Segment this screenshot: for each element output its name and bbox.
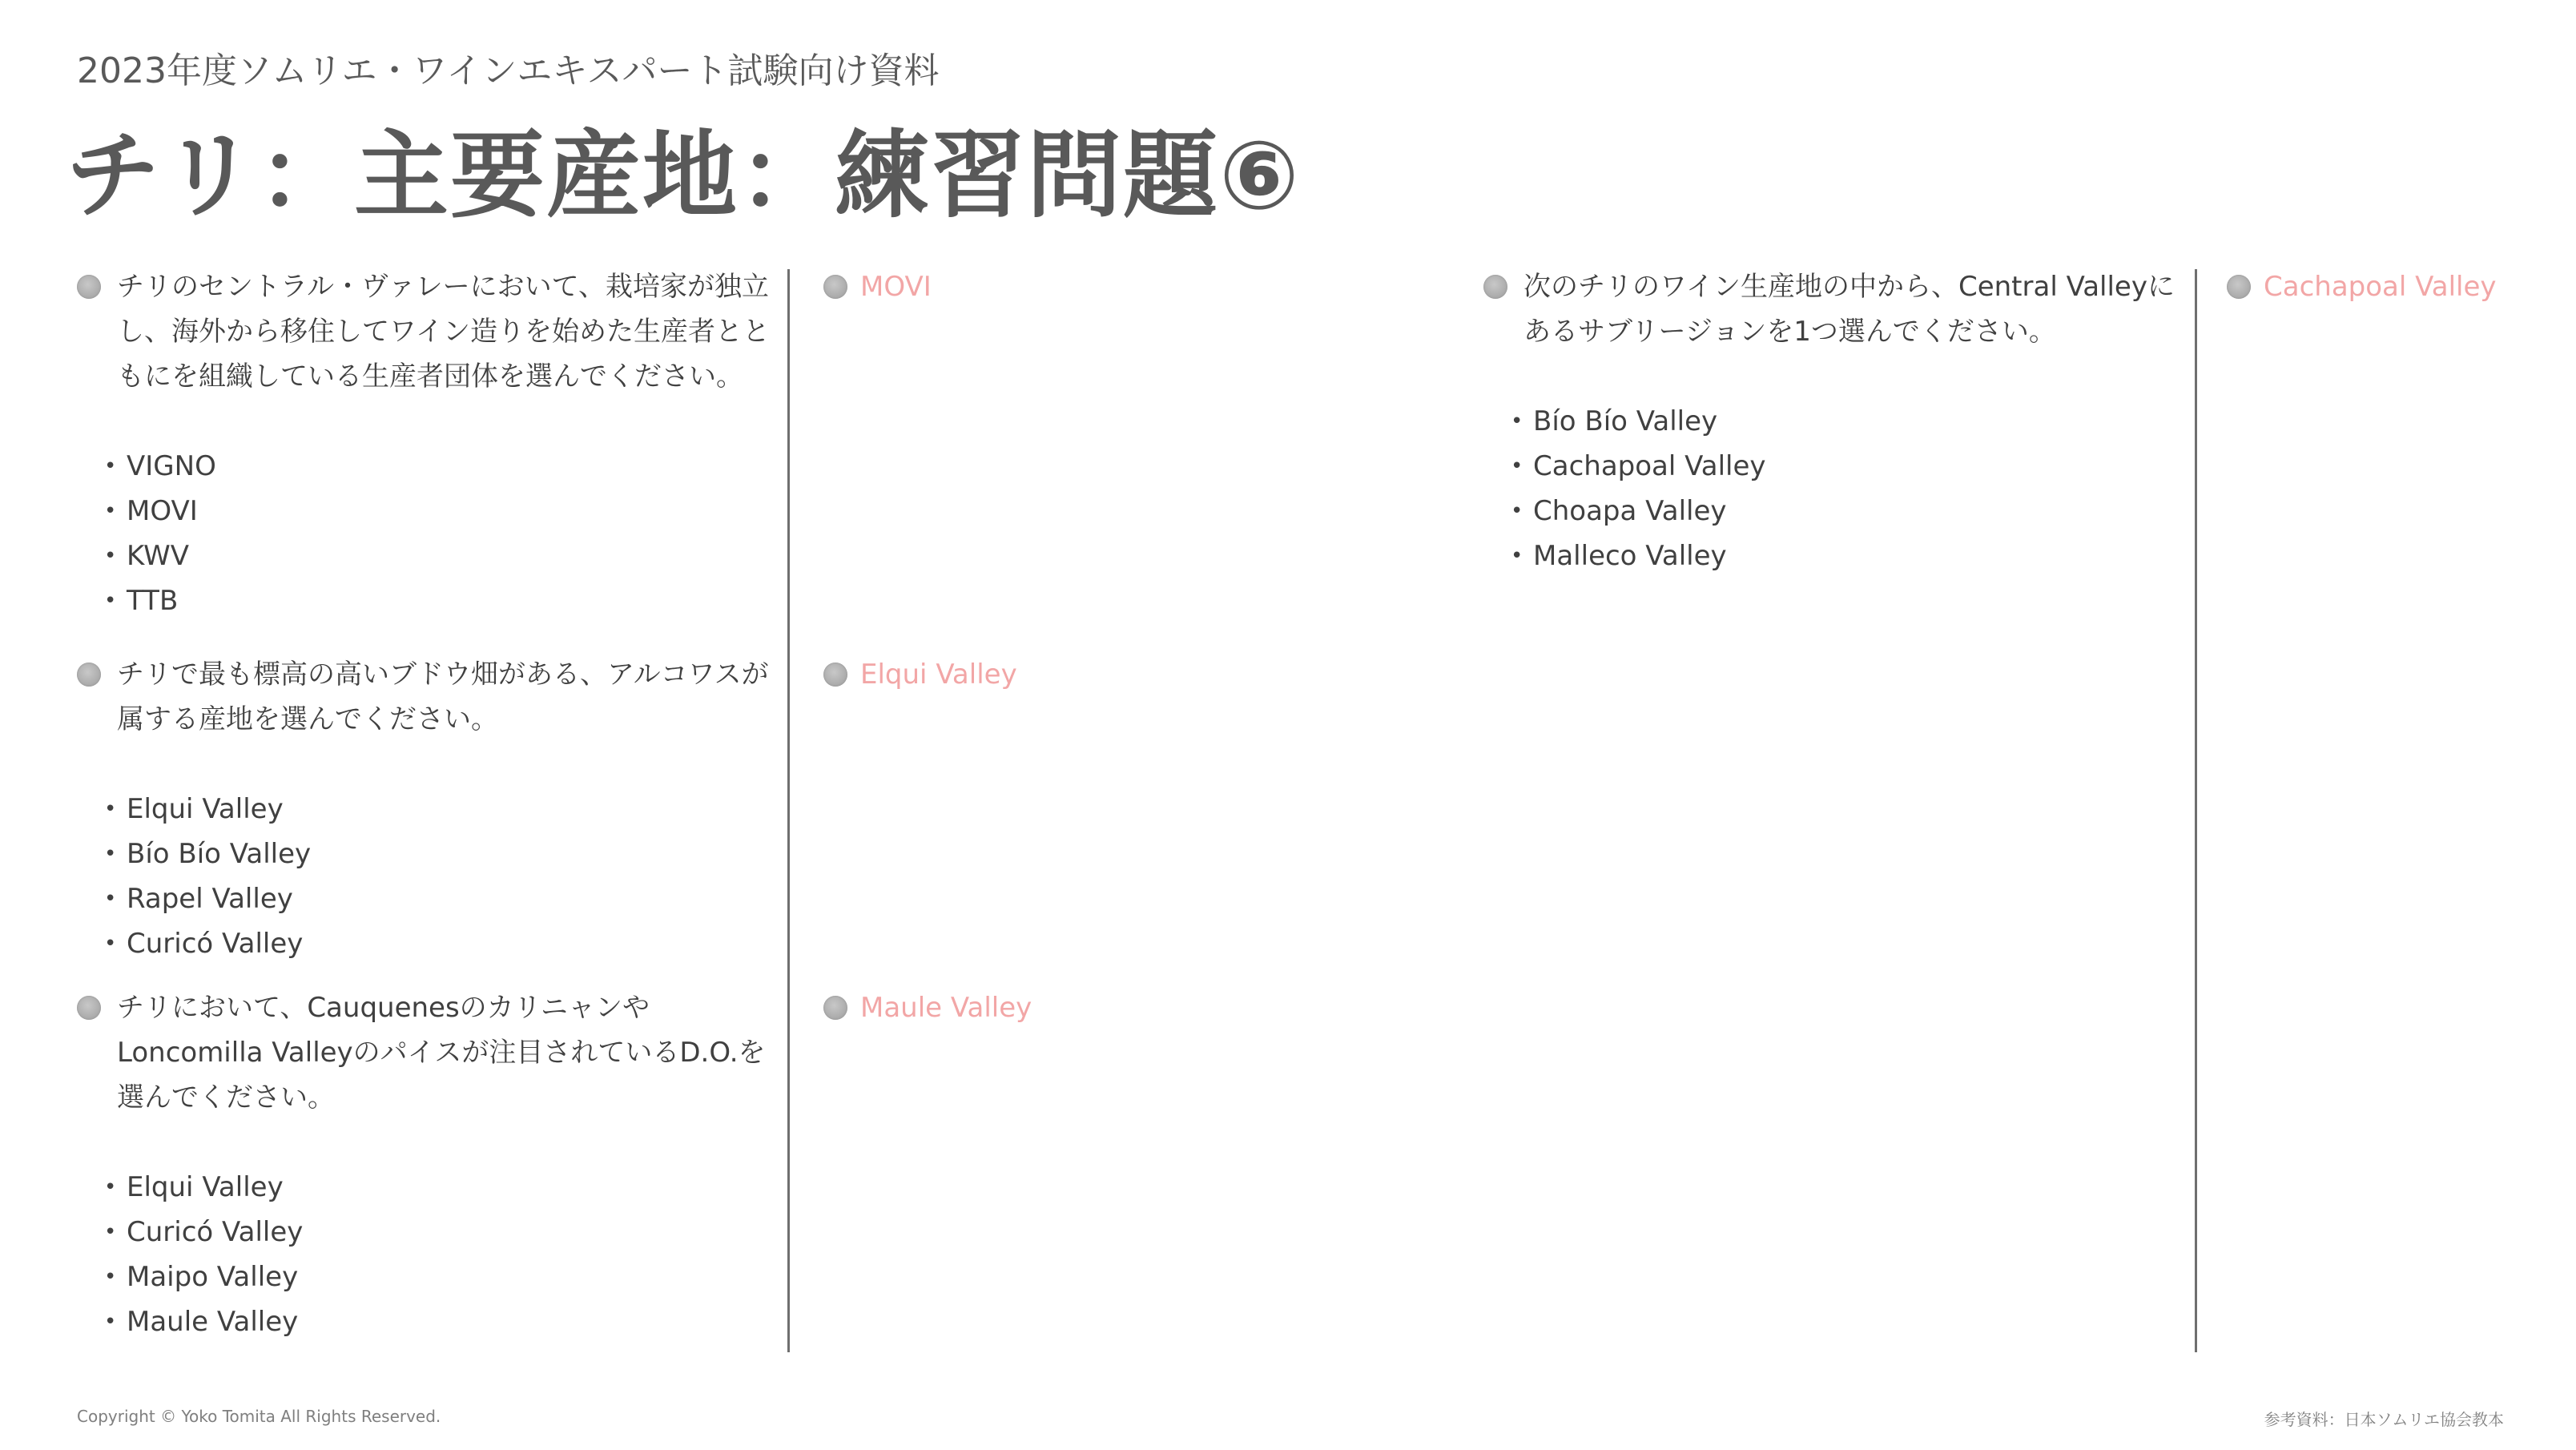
- question-4: [1483, 264, 2180, 578]
- option-item: • VIGNO: [104, 444, 774, 489]
- slide-title: チリ：主要産地：練習問題⑥: [66, 120, 1301, 231]
- option-item: • TTB: [104, 578, 774, 623]
- reference-text: 参考資料：日本ソムリエ協会教本: [2264, 1410, 2504, 1429]
- option-item: • Cachapoal Valley: [1511, 444, 2180, 489]
- option-list: [1483, 399, 2180, 578]
- option-list: [77, 444, 774, 623]
- option-item: • Elqui Valley: [104, 1165, 774, 1210]
- option-item: • MOVI: [104, 489, 774, 534]
- option-item: • Malleco Valley: [1511, 534, 2180, 578]
- question-marker-icon: [1483, 275, 1507, 299]
- option-item: • Maule Valley: [104, 1299, 774, 1344]
- answer-3: [823, 985, 1032, 1030]
- question-3: [77, 985, 774, 1344]
- answer-marker-icon: [823, 996, 847, 1020]
- question-text: チリで最も標高の高いブドウ畑がある、アルコワスが属する産地を選んでください。: [117, 659, 769, 735]
- question-1: [77, 264, 774, 623]
- question-marker-icon: [77, 275, 101, 299]
- option-item: • Bío Bío Valley: [1511, 399, 2180, 444]
- option-item: • Bío Bío Valley: [104, 832, 774, 876]
- answer-2: [823, 652, 1017, 697]
- column-divider-right: [2195, 269, 2197, 1352]
- question-text: チリのセントラル・ヴァレーにおいて、栽培家が独立し、海外から移住してワイン造りを始めた生産者とともにを組織している生産者団体を選んでください。: [117, 271, 770, 393]
- question-marker-icon: [77, 996, 101, 1020]
- copyright-text: Copyright © Yoko Tomita All Rights Reserved.: [77, 1407, 441, 1426]
- answer-marker-icon: [823, 663, 847, 687]
- option-item: • KWV: [104, 534, 774, 578]
- question-text: 次のチリのワイン生産地の中から、Central Valleyにあるサブリージョンを1つ選んでください。: [1523, 271, 2175, 348]
- answer-text: Cachapoal Valley: [2264, 271, 2497, 303]
- option-item: • Choapa Valley: [1511, 489, 2180, 534]
- answer-marker-icon: [823, 275, 847, 299]
- answer-1: [823, 264, 932, 309]
- option-item: • Curicó Valley: [104, 1210, 774, 1255]
- option-list: [77, 1165, 774, 1344]
- column-divider-left: [787, 269, 790, 1352]
- option-item: • Maipo Valley: [104, 1255, 774, 1299]
- option-item: • Curicó Valley: [104, 921, 774, 966]
- question-marker-icon: [77, 663, 101, 687]
- option-item: • Elqui Valley: [104, 787, 774, 832]
- answer-marker-icon: [2227, 275, 2251, 299]
- answer-text: MOVI: [860, 271, 932, 303]
- answer-text: Maule Valley: [860, 992, 1032, 1024]
- option-list: [77, 787, 774, 966]
- slide-subtitle: 2023年度ソムリエ・ワインエキスパート試験向け資料: [77, 50, 940, 91]
- answer-4: [2227, 264, 2497, 309]
- question-text: チリにおいて、Cauquenesのカリニャンや Loncomilla Valleyのパイスが注目されているD.O.を選んでください。: [117, 992, 766, 1114]
- question-2: [77, 652, 774, 966]
- answer-text: Elqui Valley: [860, 659, 1017, 691]
- option-item: • Rapel Valley: [104, 876, 774, 921]
